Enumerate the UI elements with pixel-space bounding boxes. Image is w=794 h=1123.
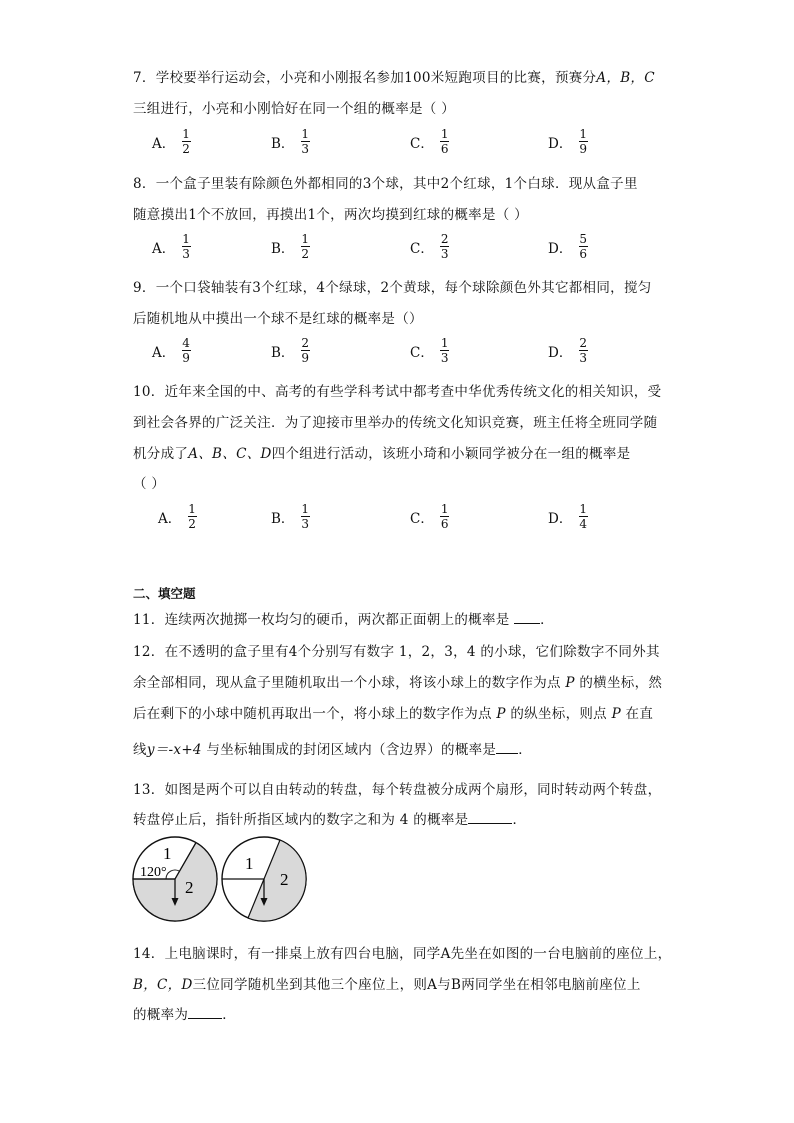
q14-line1: 14．上电脑课时，有一排桌上放有四台电脑，同学A先坐在如图的一台电脑前的座位上， — [133, 946, 672, 962]
q9-option-d[interactable] — [548, 336, 588, 365]
q7-option-d[interactable] — [548, 127, 588, 156]
wheel1-top-label: 1 — [163, 844, 172, 863]
wheel1-bottom-label: 2 — [185, 878, 194, 897]
q7-option-a[interactable] — [152, 127, 191, 156]
fraction: $\frac{1}{6}$ — [440, 127, 449, 156]
q11-line — [133, 608, 554, 628]
q10-line3 — [133, 442, 630, 462]
q12-answer-blank[interactable] — [496, 741, 518, 754]
q14-line2-vars: B，C，D — [133, 977, 193, 993]
q8-line2: 随意摸出1个不放回，再摸出1个，两次均摸到红球的概率是（ ） — [133, 207, 528, 223]
q7-line1-text: 7．学校要举行运动会，小亮和小刚报名参加100米短跑项目的比赛，预赛分 — [133, 70, 597, 86]
fraction: $\frac{1}{3}$ — [301, 127, 310, 156]
q12-line2-var: P — [565, 675, 575, 691]
q12-line3-var: P — [496, 706, 506, 722]
q7-line1-vars: A，B，C — [596, 70, 655, 86]
q13-line1: 13．如图是两个可以自由转动的转盘，每个转盘被分成两个扇形，同时转动两个转盘， — [133, 782, 662, 798]
q10-line4: （ ） — [133, 476, 166, 492]
q10-option-d[interactable] — [548, 502, 588, 531]
q7-line2: 三组进行，小亮和小刚恰好在同一个组的概率是（ ） — [133, 101, 455, 117]
fraction: $\frac{1}{3}$ — [440, 336, 449, 365]
q10-option-a[interactable] — [158, 502, 197, 531]
q7-option-b[interactable] — [271, 127, 310, 156]
q8-option-a[interactable] — [152, 232, 191, 261]
fraction: $\frac{4}{9}$ — [182, 336, 190, 365]
q10-line1: 10．近年来全国的中、高考的有些学科考试中都考查中华优秀传统文化的相关知识，受 — [133, 384, 662, 400]
spinner-wheel-2 — [222, 837, 306, 921]
q14-line3 — [133, 1003, 236, 1023]
q12-line2-pre: 余全部相同，现从盒子里随机取出一个小球，将该小球上的数字作为点 — [133, 675, 566, 691]
wheel2-right-label: 2 — [280, 870, 289, 889]
q10-option-b[interactable] — [271, 502, 310, 531]
fraction: $\frac{5}{6}$ — [579, 232, 587, 261]
section-heading-fill-in: 二、填空题 — [133, 586, 196, 601]
q12-line3-var2: P — [611, 706, 621, 722]
option-label: B． — [271, 135, 295, 152]
q12-line4 — [133, 738, 532, 758]
fraction: $\frac{2}{9}$ — [301, 336, 310, 365]
q12-line4-end: ． — [518, 742, 533, 758]
q11-end: ． — [540, 612, 554, 628]
q14-line3-text: 的概率为 — [133, 1007, 189, 1023]
q9-option-c[interactable] — [410, 336, 449, 365]
q13-line2 — [133, 808, 526, 828]
wheel1-angle-label: 120° — [140, 865, 167, 880]
q8-option-d[interactable] — [548, 232, 588, 261]
q12-line4-equation: y＝-x+4 — [146, 742, 202, 758]
fraction: $\frac{1}{4}$ — [579, 502, 587, 531]
option-label: D． — [548, 344, 573, 361]
q8-option-c[interactable] — [410, 232, 449, 261]
q12-line4-pre: 线 — [133, 742, 147, 758]
q9-line2: 后随机地从中摸出一个球不是红球的概率是（） — [133, 311, 423, 327]
q12-line3-post: 在直 — [620, 706, 654, 722]
option-label: A． — [152, 240, 176, 257]
option-label: C． — [410, 344, 434, 361]
q9-option-a[interactable] — [152, 336, 191, 365]
q12-line4-post: 与坐标轴围成的封闭区域内（含边界）的概率是 — [201, 742, 497, 758]
option-label: C． — [410, 510, 434, 527]
q10-line3-pre: 机分成了 — [133, 446, 189, 462]
fraction: $\frac{1}{3}$ — [301, 502, 310, 531]
option-label: B． — [271, 510, 295, 527]
option-label: D． — [548, 135, 573, 152]
q13-line2-text: 转盘停止后，指针所指区域内的数字之和为 4 的概率是 — [133, 812, 469, 828]
q7-option-c[interactable] — [410, 127, 449, 156]
fraction: $\frac{1}{9}$ — [579, 127, 587, 156]
option-label: D． — [548, 510, 573, 527]
q9-line1: 9．一个口袋轴装有3个红球，4个绿球，2个黄球，每个球除颜色外其它都相同，搅匀 — [133, 280, 652, 296]
fraction: $\frac{2}{3}$ — [440, 232, 449, 261]
option-label: C． — [410, 135, 434, 152]
q12-line3 — [133, 702, 653, 722]
option-label: D． — [548, 240, 573, 257]
q13-line2-end: ． — [512, 812, 527, 828]
q9-option-b[interactable] — [271, 336, 310, 365]
q12-line3-pre: 后在剩下的小球中随机再取出一个，将小球上的数字作为点 — [133, 706, 497, 722]
option-label: B． — [271, 344, 295, 361]
q11-answer-blank[interactable] — [514, 611, 540, 624]
option-label: B． — [271, 240, 295, 257]
q14-line2-text: 三位同学随机坐到其他三个座位上，则A与B两同学坐在相邻电脑前座位上 — [192, 977, 641, 993]
q8-line1: 8．一个盒子里装有除颜色外都相同的3个球，其中2个红球，1个白球．现从盒子里 — [133, 176, 638, 192]
q12-line3-mid: 的纵坐标，则点 — [505, 706, 612, 722]
wheel2-left-label: 1 — [245, 854, 254, 873]
spinners-figure — [130, 835, 310, 927]
q12-line1: 12．在不透明的盒子里有4个分别写有数字 1，2，3，4 的小球，它们除数字不同外其 — [133, 644, 660, 660]
q14-answer-blank[interactable] — [188, 1006, 222, 1019]
q13-answer-blank[interactable] — [468, 811, 512, 824]
option-label: C． — [410, 240, 434, 257]
q10-option-c[interactable] — [410, 502, 449, 531]
fraction: $\frac{1}{3}$ — [182, 232, 190, 261]
fraction: $\frac{1}{6}$ — [440, 502, 449, 531]
q10-line2: 到社会各界的广泛关注．为了迎接市里举办的传统文化知识竞赛，班主任将全班同学随 — [133, 415, 658, 431]
option-label: A． — [152, 135, 176, 152]
q14-line2 — [133, 973, 641, 993]
q8-option-b[interactable] — [271, 232, 310, 261]
q7-line1 — [133, 66, 655, 86]
fraction: $\frac{1}{2}$ — [301, 232, 310, 261]
option-label: A． — [152, 344, 176, 361]
q14-line3-end: ． — [222, 1007, 237, 1023]
option-label: A． — [158, 510, 182, 527]
fraction: $\frac{1}{2}$ — [182, 127, 190, 156]
spinner-wheel-1 — [133, 837, 217, 921]
q10-line3-vars: A、B、C、D — [188, 446, 272, 462]
fraction: $\frac{2}{3}$ — [579, 336, 587, 365]
q12-line2-post: 的横坐标，然 — [574, 675, 663, 691]
q11-text: 11．连续两次抛掷一枚均匀的硬币，两次都正面朝上的概率是 — [133, 612, 515, 628]
q10-line3-post: 四个组进行活动，该班小琦和小颖同学被分在一组的概率是 — [271, 446, 631, 462]
q12-line2 — [133, 671, 662, 691]
fraction: $\frac{1}{2}$ — [188, 502, 196, 531]
